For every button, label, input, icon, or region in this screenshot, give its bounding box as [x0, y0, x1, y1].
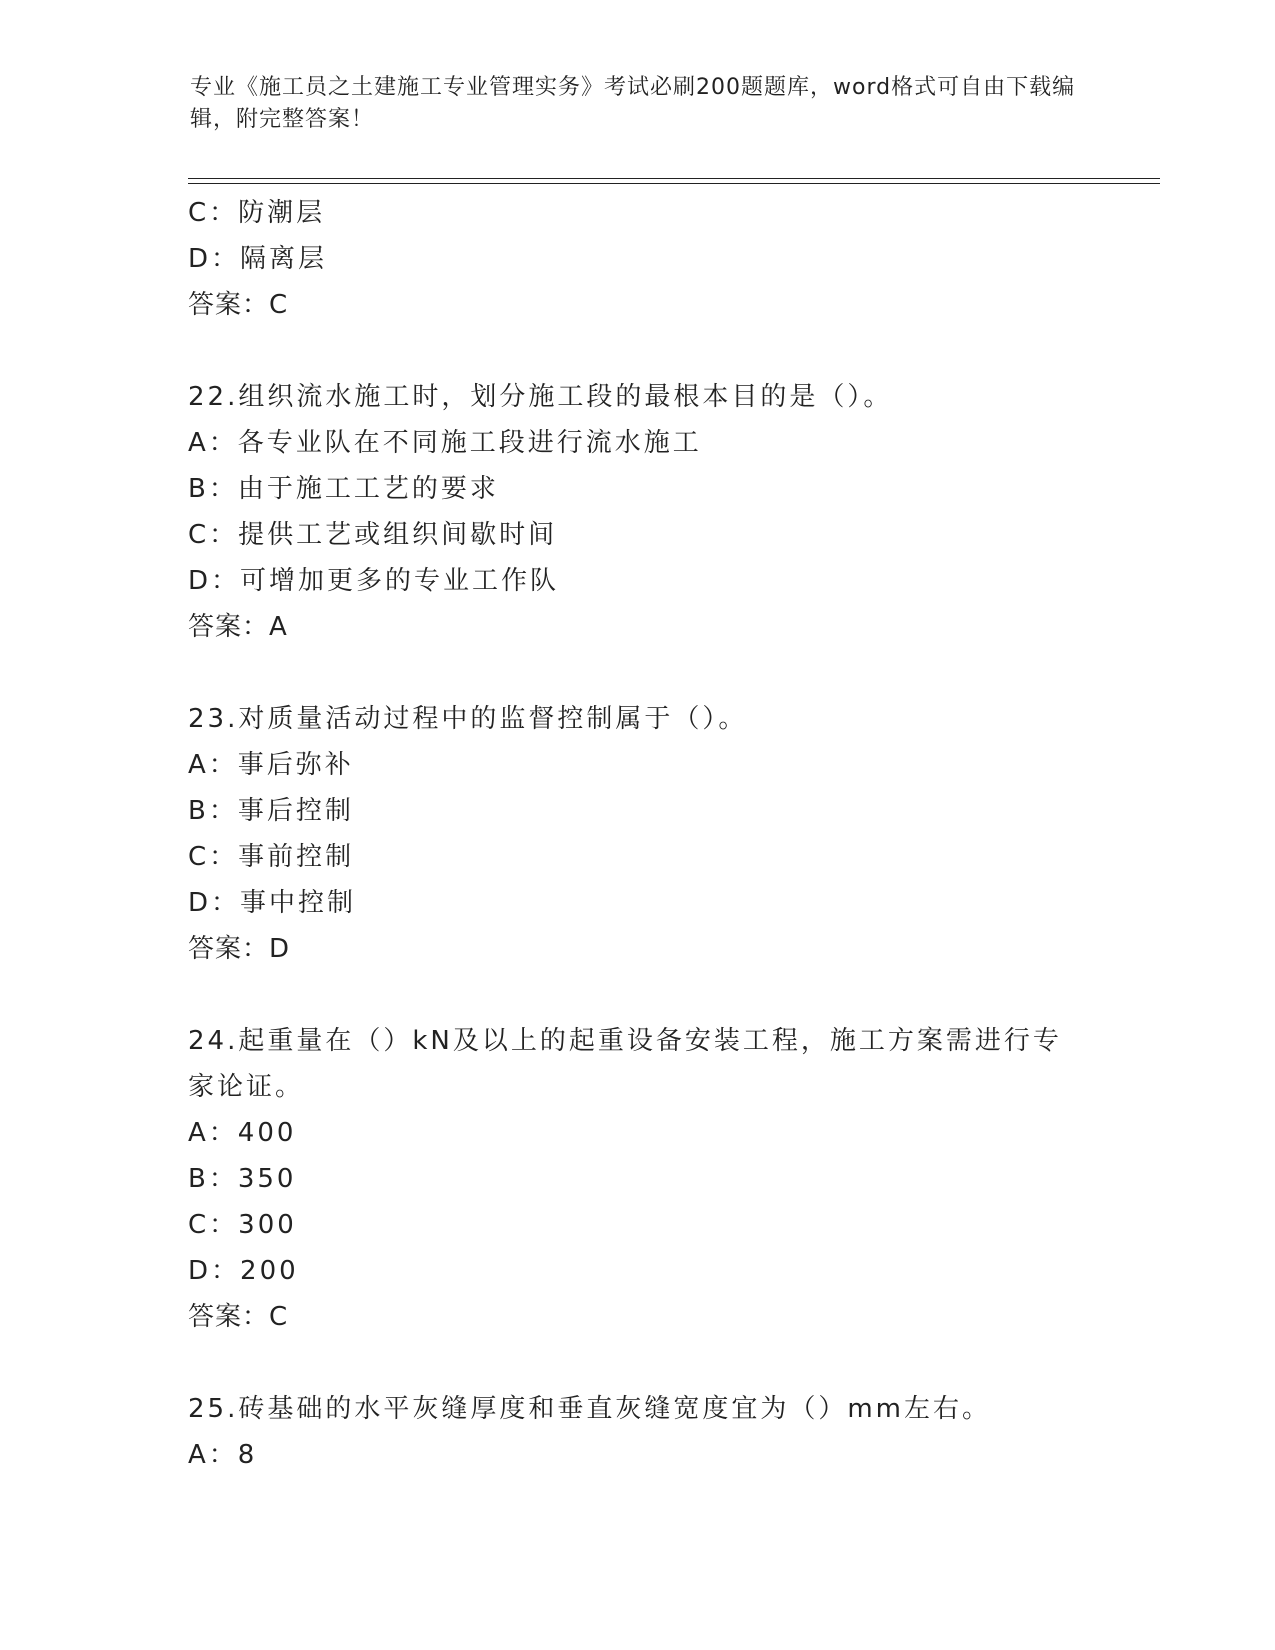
option-c: C：防潮层 — [188, 198, 326, 228]
option-c: C：事前控制 — [188, 842, 355, 872]
answer-line: 答案：D — [188, 934, 291, 964]
option-c: C：提供工艺或组织间歇时间 — [188, 520, 558, 550]
option-b: B：350 — [188, 1164, 297, 1194]
option-c: C：300 — [188, 1210, 297, 1240]
option-d: D：可增加更多的专业工作队 — [188, 566, 560, 596]
spacer — [188, 328, 1148, 374]
question-22: 22.组织流水施工时，划分施工段的最根本目的是（）。 — [188, 382, 893, 412]
question-list — [188, 190, 1148, 1478]
document-header: 专业《施工员之土建施工专业管理实务》考试必刷200题题库，word格式可自由下载编辑，附完整答案！ — [190, 75, 1076, 132]
spacer — [188, 650, 1148, 696]
question-24: 24.起重量在（）kN及以上的起重设备安装工程，施工方案需进行专家论证。 — [188, 1026, 1062, 1102]
question-23: 23.对质量活动过程中的监督控制属于（）。 — [188, 704, 748, 734]
answer-line: 答案：A — [188, 612, 288, 642]
option-d: D：事中控制 — [188, 888, 357, 918]
option-d: D：200 — [188, 1256, 299, 1286]
question-25: 25.砖基础的水平灰缝厚度和垂直灰缝宽度宜为（）mm左右。 — [188, 1394, 992, 1424]
header-divider-top — [188, 178, 1160, 179]
option-a: A：事后弥补 — [188, 750, 354, 780]
option-b: B：事后控制 — [188, 796, 354, 826]
option-a: A：400 — [188, 1118, 297, 1148]
spacer — [188, 1340, 1148, 1386]
answer-line: 答案：C — [188, 1302, 289, 1332]
option-a: A：8 — [188, 1440, 258, 1470]
answer-line: 答案：C — [188, 290, 289, 320]
spacer — [188, 972, 1148, 1018]
option-a: A：各专业队在不同施工段进行流水施工 — [188, 428, 702, 458]
header-divider-bottom — [188, 183, 1160, 184]
option-b: B：由于施工工艺的要求 — [188, 474, 499, 504]
option-d: D：隔离层 — [188, 244, 328, 274]
